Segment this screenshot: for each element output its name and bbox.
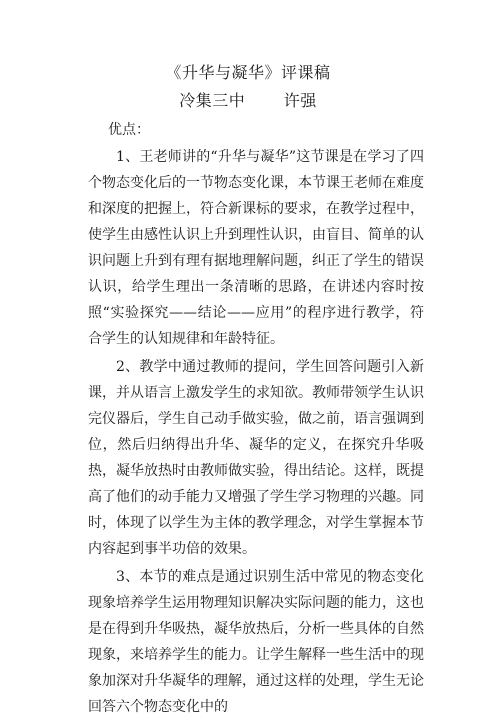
author-line: 冷集三中 许强 (179, 91, 317, 110)
paragraph-2: 2、教学中通过教师的提问，学生回答问题引入新课，并从语言上激发学生的求知欲。教师带领学生认识完仪器后，学生自己动手做实验，做之前，语言强调到位，然后归纳得出升华、凝华的定义，在探究升华吸热，凝华放热时由教师做实验，得出结论。这样，既提高了他们的动手能力又增强了学生学习物理的兴趣。同时，体现了以学生为主体的教学理念，对学生掌握本节内容起到事半功倍的效果。 (88, 359, 424, 557)
paragraph-3: 3、本节的难点是通过识别生活中常见的物态变化现象培养学生运用物理知识解决实际问题的能力，这也是在得到升华吸热，凝华放热后，分析一些具体的自然现象，来培养学生的能力。让学生解释一些生活中的现象加深对升华凝华的理解，通过这样的处理，学生无论回答六个物态变化中的 (88, 569, 424, 715)
document-title: 《升华与凝华》评课稿 (165, 63, 331, 82)
paragraph-1: 1、王老师讲的“升华与凝华”这节课是在学习了四个物态变化后的一节物态变化课，本节课王老师在难度和深度的把握上，符合新课标的要求，在教学过程中，使学生由感性认识上升到理性认识，由盲目、简单的认识问题上升到有理有据地理解问题，纠正了学生的错误认识，给学生理出一条清晰的思路，在讲述内容时按照“实验探究——结论——应用”的程序进行教学，符合学生的认知规律和年龄特征。 (88, 149, 424, 347)
section-heading: 优点： (108, 122, 150, 138)
